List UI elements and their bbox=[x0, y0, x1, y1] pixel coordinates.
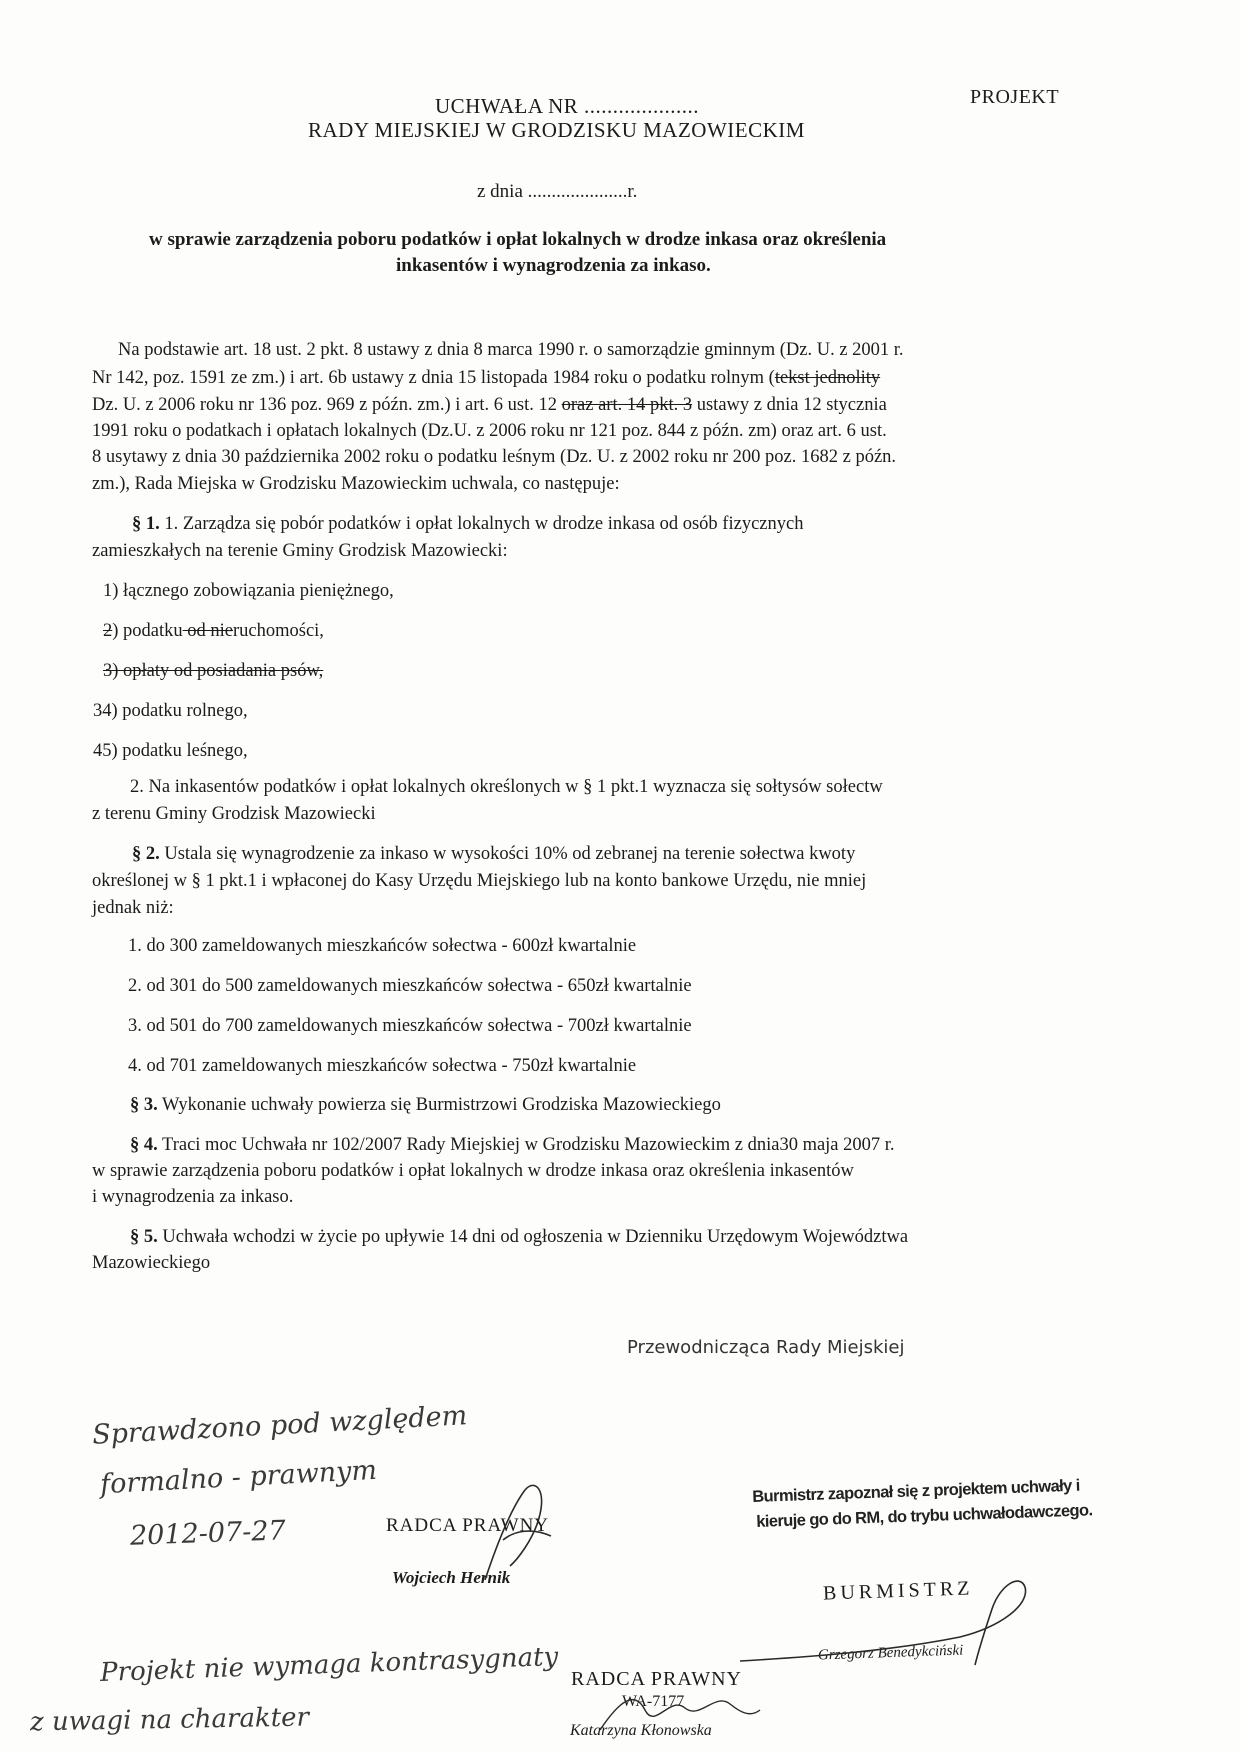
handwritten-note-1-date: 2012-07-27 bbox=[129, 1515, 287, 1552]
subject-line-1: w sprawie zarządzenia poboru podatków i opłat lokalnych w drodze inkasa oraz określenia bbox=[149, 229, 887, 250]
section-1-mark: § 1. bbox=[132, 514, 160, 534]
preamble-line-5: 8 usytawy z dnia 30 października 2002 roku o podatku leśnym (Dz. U. z 2002 roku nr 200 poz. 1682 z późn. bbox=[92, 447, 897, 467]
date-line: z dnia .....................r. bbox=[477, 181, 638, 202]
section-2-line-3: jednak niż: bbox=[92, 898, 174, 918]
rate-item-1: 1. do 300 zameldowanych mieszkańców sołectwa - 600zł kwartalnie bbox=[128, 936, 637, 956]
preamble-line-1: Na podstawie art. 18 ust. 2 pkt. 8 ustawy z dnia 8 marca 1990 r. o samorządzie gminnym (Dz. U. z 2001 r. bbox=[118, 340, 904, 360]
item-2-struck: od nie bbox=[182, 621, 233, 641]
chair-signature-label: Przewodnicząca Rady Miejskiej bbox=[627, 1337, 905, 1358]
section-2-text: Ustala się wynagrodzenie za inkaso w wysokości 10% od zebranej na terenie sołectwa kwoty bbox=[164, 844, 856, 864]
section-1-point-2-line-2: z terenu Gminy Grodzisk Mazowiecki bbox=[92, 804, 376, 824]
section-1-item-4: 34) podatku rolnego, bbox=[93, 701, 248, 721]
preamble-line-2 bbox=[92, 367, 880, 389]
section-1-item-5: 45) podatku leśnego, bbox=[93, 741, 248, 761]
item-2-number: 2 bbox=[103, 621, 113, 641]
struck-text-2: oraz art. 14 pkt. 3 bbox=[561, 395, 693, 415]
handwritten-note-2-line-2: z uwagi na charakter bbox=[29, 1702, 310, 1738]
section-2-line-1 bbox=[132, 843, 855, 865]
stamp-mayor-line-1: Burmistrz zapoznał się z projektem uchwały i bbox=[752, 1476, 1080, 1506]
resolution-title: UCHWAŁA NR .................... bbox=[435, 94, 700, 118]
section-5-line-2: Mazowieckiego bbox=[92, 1253, 211, 1273]
section-3-text: Wykonanie uchwały powierza się Burmistrzowi Grodziska Mazowieckiego bbox=[162, 1095, 721, 1115]
struck-text-1: tekst jednolity bbox=[774, 368, 881, 388]
stamp-mayor-line-2: kieruje go do RM, do trybu uchwałodawczego. bbox=[756, 1501, 1093, 1531]
section-5-line-1 bbox=[130, 1226, 908, 1248]
preamble-line-3-text: Dz. U. z 2006 roku nr 136 poz. 969 z późn. zm.) i art. 6 ust. 12 bbox=[92, 395, 562, 415]
section-2-mark: § 2. bbox=[132, 844, 160, 864]
stamp-legal-1-name: Wojciech Hernik bbox=[392, 1568, 511, 1587]
section-3 bbox=[130, 1094, 721, 1116]
preamble-line-3-tail: ustawy z dnia 12 stycznia bbox=[692, 395, 887, 415]
section-1-item-3: 3) opłaty od posiadania psów, bbox=[103, 661, 324, 681]
stamp-legal-2-name: Katarzyna Kłonowska bbox=[570, 1722, 712, 1739]
section-1-point-2-line-1: 2. Na inkasentów podatków i opłat lokalnych określonych w § 1 pkt.1 wyznacza się sołtysów sołectw bbox=[130, 777, 883, 797]
section-4-text: Traci moc Uchwała nr 102/2007 Rady Miejskiej w Grodzisku Mazowieckim z dnia30 maja 2007 r. bbox=[162, 1135, 895, 1155]
item-2-label-b: ruchomości, bbox=[233, 621, 324, 641]
signature-scribble-mayor bbox=[730, 1565, 1060, 1675]
section-3-mark: § 3. bbox=[130, 1095, 158, 1115]
section-5-mark: § 5. bbox=[130, 1227, 158, 1247]
preamble-line-4: 1991 roku o podatkach i opłatach lokalnych (Dz.U. z 2006 roku nr 121 poz. 844 z późn. zm) oraz art. 6 ust. bbox=[92, 421, 887, 441]
stamp-mayor-title: BURMISTRZ bbox=[822, 1577, 974, 1605]
council-name: RADY MIEJSKIEJ W GRODZISKU MAZOWIECKIM bbox=[308, 118, 805, 142]
preamble-line-2-text: Nr 142, poz. 1591 ze zm.) i art. 6b ustawy z dnia 15 listopada 1984 roku o podatku rolnym ( bbox=[92, 368, 775, 388]
section-1-item-1: 1) łącznego zobowiązania pieniężnego, bbox=[103, 581, 394, 601]
section-4-line-2: w sprawie zarządzenia poboru podatków i opłat lokalnych w drodze inkasa oraz określenia inkasentów bbox=[92, 1161, 854, 1181]
section-2-line-2: określonej w § 1 pkt.1 i wpłaconej do Kasy Urzędu Miejskiego lub na konto bankowe Urzędu, nie mniej bbox=[92, 871, 867, 891]
section-1-text: 1. Zarządza się pobór podatków i opłat lokalnych w drodze inkasa od osób fizycznych bbox=[164, 514, 804, 534]
signature-scribble-1 bbox=[455, 1470, 575, 1590]
section-5-text: Uchwała wchodzi w życie po upływie 14 dni od ogłoszenia w Dzienniku Urzędowym Województwa bbox=[162, 1227, 909, 1247]
section-4-mark: § 4. bbox=[130, 1135, 158, 1155]
stamp-legal-1-title: RADCA PRAWNY bbox=[386, 1515, 550, 1536]
handwritten-note-2-line-1: Projekt nie wymaga kontrasygnaty bbox=[99, 1642, 559, 1688]
item-2-label-a: ) podatku bbox=[112, 621, 183, 641]
handwritten-note-1-line-2: formalno - prawnym bbox=[99, 1454, 378, 1501]
stamp-legal-2-number: WA-7177 bbox=[622, 1693, 685, 1710]
rate-item-2: 2. od 301 do 500 zameldowanych mieszkańców sołectwa - 650zł kwartalnie bbox=[128, 976, 692, 996]
preamble-line-3 bbox=[92, 394, 887, 416]
rate-item-3: 3. od 501 do 700 zameldowanych mieszkańców sołectwa - 700zł kwartalnie bbox=[128, 1016, 692, 1036]
project-label: PROJEKT bbox=[970, 86, 1060, 108]
section-4-line-3: i wynagrodzenia za inkaso. bbox=[92, 1187, 294, 1207]
handwritten-note-1-line-1: Sprawdzono pod względem bbox=[91, 1400, 468, 1451]
section-1-item-2 bbox=[103, 620, 324, 642]
section-1-line-1 bbox=[132, 513, 803, 535]
stamp-mayor-name: Grzegorz Benedykciński bbox=[817, 1642, 964, 1664]
rate-item-4: 4. od 701 zameldowanych mieszkańców sołectwa - 750zł kwartalnie bbox=[128, 1056, 637, 1076]
preamble-line-6: zm.), Rada Miejska w Grodzisku Mazowieckim uchwala, co następuje: bbox=[92, 474, 620, 494]
signature-scribble-2 bbox=[590, 1680, 770, 1740]
subject-line-2: inkasentów i wynagrodzenia za inkaso. bbox=[396, 255, 711, 276]
stamp-legal-2-title: RADCA PRAWNY bbox=[571, 1668, 742, 1690]
section-4-line-1 bbox=[130, 1134, 895, 1156]
section-1-line-2: zamieszkałych na terenie Gminy Grodzisk Mazowiecki: bbox=[92, 541, 508, 561]
